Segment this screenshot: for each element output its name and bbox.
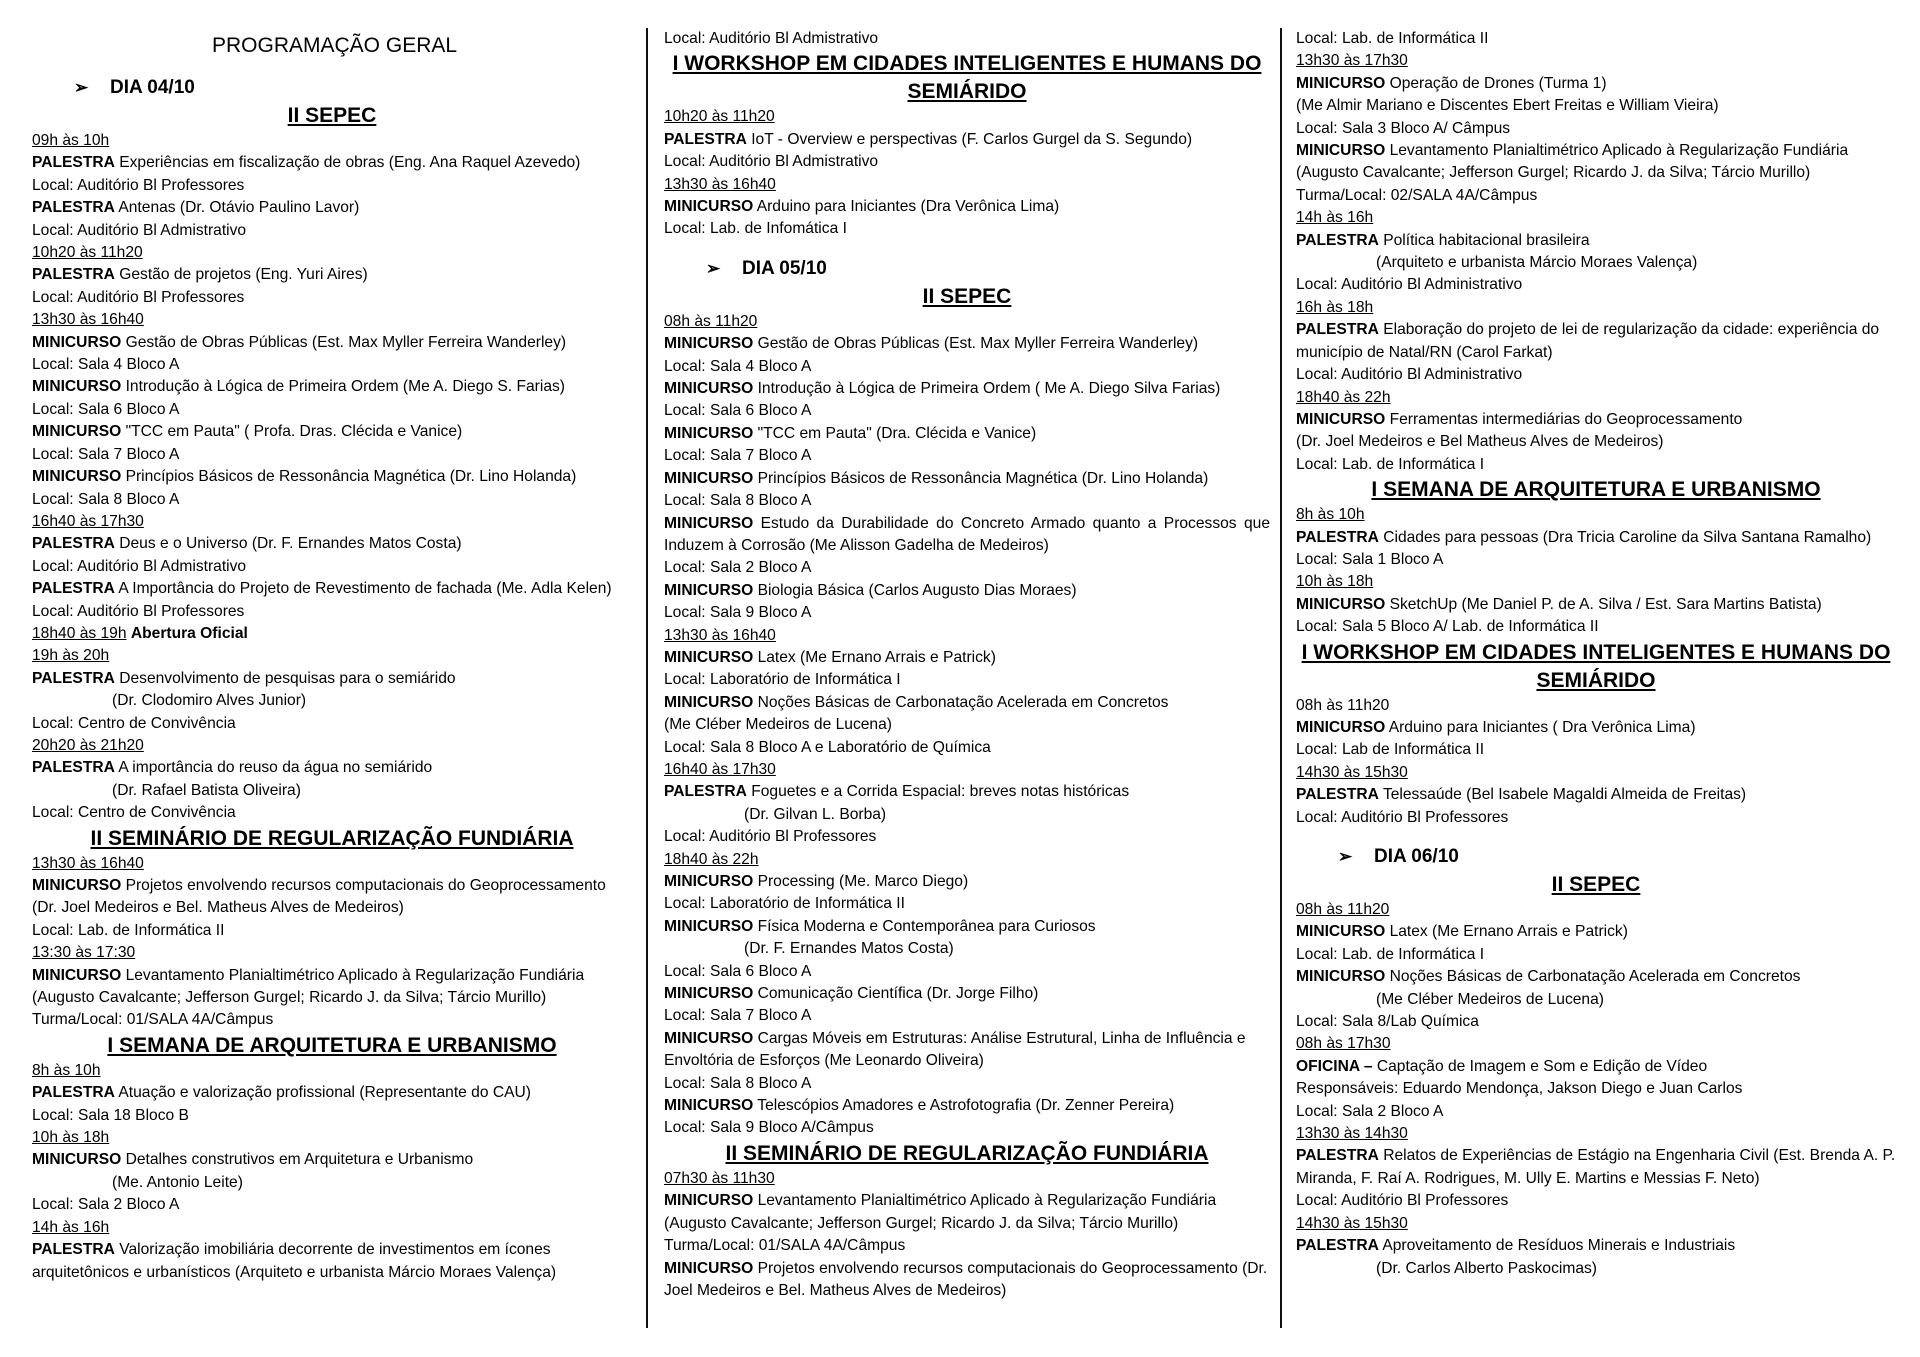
event-description: Deus e o Universo (Dr. F. Ernandes Matos Costa) — [114, 535, 462, 553]
event-item — [1296, 1056, 1896, 1078]
event-item — [32, 875, 632, 920]
event-item — [32, 1239, 632, 1284]
event-item — [664, 468, 1270, 490]
event-description: Princípios Básicos de Ressonância Magnética (Dr. Lino Holanda) — [121, 468, 577, 486]
info-line: Local: Laboratório de Informática II — [664, 895, 905, 913]
event-item — [32, 197, 632, 219]
section-heading: II SEPEC — [287, 104, 377, 127]
time-range: 13h30 às 16h40 — [32, 854, 144, 872]
time-range: 8h às 10h — [32, 1061, 101, 1079]
time-slot — [664, 625, 1270, 647]
event-item — [664, 580, 1270, 602]
event-description: Levantamento Planialtimétrico Aplicado à Regularização Fundiária (Augusto Cavalcante; Jefferson Gurgel; Ricardo J. da Silva; Tárcio Murillo) — [1296, 142, 1849, 182]
event-item — [32, 332, 632, 354]
event-item — [664, 423, 1270, 445]
time-slot — [1296, 899, 1896, 921]
event-type: MINICURSO — [664, 198, 754, 216]
event-type: MINICURSO — [32, 378, 122, 396]
time-range: 13h30 às 14h30 — [1296, 1125, 1408, 1143]
event-description: Noções Básicas de Carbonatação Acelerada em Concretos — [753, 693, 1169, 711]
event-type: MINICURSO — [664, 1192, 754, 1210]
info-line: Local: Centro de Convivência — [32, 714, 236, 732]
time-slot — [664, 174, 1270, 196]
event-description: Atuação e valorização profissional (Representante do CAU) — [114, 1084, 531, 1102]
day-heading — [1296, 843, 1896, 871]
speaker-line: (Arquiteto e urbanista Márcio Moraes Valença) — [1376, 254, 1698, 272]
time-slot — [32, 853, 632, 875]
event-item — [1296, 966, 1896, 988]
info-line: Local: Sala 18 Bloco B — [32, 1106, 189, 1124]
speaker-line: (Me Cléber Medeiros de Lucena) — [1376, 990, 1604, 1008]
info-line: Local: Lab. de Informática II — [32, 921, 225, 939]
event-type: PALESTRA — [32, 1241, 115, 1259]
event-description: Cidades para pessoas (Dra Tricia Caroline da Silva Santana Ramalho) — [1378, 528, 1872, 546]
speaker-line: (Dr. Gilvan L. Borba) — [744, 805, 887, 823]
event-item — [1296, 230, 1896, 252]
event-description: Introdução à Lógica de Primeira Ordem (Me A. Diego S. Farias) — [121, 378, 565, 396]
event-item — [32, 421, 632, 443]
info-line: Local: Auditório Bl Professores — [1296, 808, 1509, 826]
event-description: Elaboração do projeto de lei de regularização da cidade: experiência do município de Natal/RN (Carol Farkat) — [1296, 321, 1880, 361]
event-item — [664, 692, 1270, 714]
info-line: Local: Sala 7 Bloco A — [664, 447, 812, 465]
event-item — [32, 578, 632, 600]
info-line: Local: Sala 2 Bloco A — [32, 1196, 180, 1214]
time-slot — [664, 759, 1270, 781]
info-line: Local: Auditório Bl Admistrativo — [32, 557, 247, 575]
event-description: Comunicação Científica (Dr. Jorge Filho) — [753, 985, 1039, 1003]
event-label: Abertura Oficial — [130, 624, 248, 642]
event-type: MINICURSO — [1296, 923, 1386, 941]
event-description: Telessaúde (Bel Isabele Magaldi Almeida de Freitas) — [1378, 786, 1747, 804]
info-line: Local: Sala 4 Bloco A — [32, 356, 180, 374]
event-description: Levantamento Planialtimétrico Aplicado à Regularização Fundiária (Augusto Cavalcante; Jefferson Gurgel; Ricardo J. da Silva; Tárcio Murillo) — [32, 966, 585, 1007]
event-type: PALESTRA — [32, 580, 115, 598]
info-line: Local: Sala 2 Bloco A — [1296, 1102, 1444, 1120]
event-item — [1296, 1145, 1896, 1190]
event-type: MINICURSO — [664, 469, 754, 487]
event-description: IoT - Overview e perspectivas (F. Carlos Gurgel da S. Segundo) — [746, 130, 1193, 148]
info-line: Local: Sala 2 Bloco A — [664, 559, 812, 577]
event-description: Projetos envolvendo recursos computacionais do Geoprocessamento (Dr. Joel Medeiros e Bel. Matheus Alves de Medeiros) — [664, 1259, 1268, 1299]
event-type: MINICURSO — [664, 873, 754, 890]
event-type: MINICURSO — [1296, 410, 1386, 428]
event-type: MINICURSO — [1296, 142, 1386, 160]
info-line: Local: Sala 8 Bloco A — [664, 1074, 812, 1092]
event-description: Princípios Básicos de Ressonância Magnética (Dr. Lino Holanda) — [753, 469, 1209, 487]
event-type: MINICURSO — [1296, 718, 1386, 736]
event-description: A importância do reuso da água no semiárido — [114, 759, 433, 777]
time-range: 18h40 às 22h — [664, 850, 759, 868]
day-label: DIA 06/10 — [1374, 846, 1459, 867]
info-line: Local: Auditório Bl Admistrativo — [32, 221, 247, 239]
event-description: Operação de Drones (Turma 1) — [1385, 74, 1607, 92]
info-line: Local: Lab. de Informática II — [1296, 30, 1489, 47]
info-line: Local: Sala 7 Bloco A — [664, 1007, 812, 1025]
info-line: Local: Auditório Bl Professores — [32, 602, 245, 620]
event-type: MINICURSO — [664, 514, 754, 532]
event-description: "TCC em Pauta" ( Profa. Dras. Clécida e Vanice) — [121, 423, 463, 441]
time-range: 19h às 20h — [32, 647, 110, 665]
info-line: Turma/Local: 01/SALA 4A/Câmpus — [664, 1237, 906, 1255]
time-slot — [1296, 50, 1896, 72]
speaker-line: (Dr. F. Ernandes Matos Costa) — [744, 940, 954, 958]
event-type: MINICURSO — [32, 1151, 122, 1169]
event-type: PALESTRA — [32, 199, 115, 217]
schedule-column-2 — [664, 28, 1270, 1328]
event-type: MINICURSO — [664, 1029, 754, 1047]
event-item — [664, 1190, 1270, 1235]
column-divider — [1280, 28, 1282, 1328]
time-range: 10h20 às 11h20 — [32, 244, 143, 262]
event-description: Captação de Imagem e Som e Edição de Vídeo — [1372, 1057, 1708, 1075]
info-line: (Me Almir Mariano e Discentes Ebert Freitas e William Vieira) — [1296, 97, 1719, 115]
event-type: PALESTRA — [32, 535, 115, 553]
event-item — [32, 533, 632, 555]
speaker-line: (Dr. Clodomiro Alves Junior) — [112, 692, 307, 710]
info-line: Local: Auditório Bl Professores — [32, 176, 245, 194]
event-description: Experiências em fiscalização de obras (Eng. Ana Raquel Azevedo) — [114, 154, 581, 172]
time-range: 13:30 às 17:30 — [32, 944, 136, 962]
day-label: DIA 05/10 — [742, 257, 827, 279]
event-item — [664, 378, 1270, 400]
time-range: 10h às 18h — [1296, 573, 1374, 591]
event-type: PALESTRA — [1296, 786, 1379, 804]
event-item — [664, 1028, 1270, 1073]
time-range: 08h às 17h30 — [1296, 1035, 1391, 1053]
info-line: Local: Sala 1 Bloco A — [1296, 550, 1444, 568]
speaker-line: (Dr. Rafael Batista Oliveira) — [112, 781, 301, 799]
time-slot — [1296, 207, 1896, 229]
event-description: Detalhes construtivos em Arquitetura e Urbanismo — [121, 1151, 474, 1169]
time-range: 14h30 às 15h30 — [1296, 1214, 1408, 1232]
event-description: Política habitacional brasileira — [1378, 231, 1590, 249]
info-line: Local: Lab de Informática II — [1296, 741, 1485, 759]
event-description: Latex (Me Ernano Arrais e Patrick) — [753, 648, 996, 666]
event-description: Arduino para Iniciantes ( Dra Verônica Lima) — [1385, 718, 1696, 736]
event-type: PALESTRA — [32, 266, 115, 284]
time-range: 10h às 18h — [32, 1129, 110, 1147]
event-type: PALESTRA — [32, 669, 115, 687]
time-range: 13h30 às 16h40 — [664, 175, 776, 193]
time-slot — [32, 1127, 632, 1149]
info-line: Turma/Local: 01/SALA 4A/Câmpus — [32, 1011, 274, 1029]
time-range: 16h40 às 17h30 — [32, 512, 144, 530]
time-slot — [32, 1217, 632, 1239]
section-heading: I WORKSHOP EM CIDADES INTELIGENTES E HUMANS DO SEMIÁRIDO — [672, 52, 1262, 104]
event-type: PALESTRA — [1296, 321, 1379, 339]
event-type: PALESTRA — [32, 1084, 115, 1102]
event-item — [32, 466, 632, 488]
time-slot — [664, 1168, 1270, 1190]
speaker-line: (Dr. Carlos Alberto Paskocimas) — [1376, 1259, 1597, 1277]
event-item — [1296, 527, 1896, 549]
event-item — [664, 647, 1270, 669]
info-line: Local: Sala 5 Bloco A/ Lab. de Informática II — [1296, 618, 1599, 636]
info-line: Local: Auditório Bl Professores — [664, 828, 877, 846]
event-item — [32, 668, 632, 690]
time-slot — [1296, 762, 1896, 784]
info-line: Local: Sala 8 Bloco A — [32, 490, 180, 508]
event-description: Gestão de projetos (Eng. Yuri Aires) — [114, 266, 368, 284]
column-divider — [646, 28, 648, 1328]
time-range: 14h às 16h — [1296, 209, 1374, 227]
event-item — [32, 1149, 632, 1171]
day-heading — [32, 74, 632, 102]
event-description: Foguetes e a Corrida Espacial: breves notas históricas — [746, 783, 1130, 801]
event-type: MINICURSO — [1296, 595, 1386, 613]
event-description: Processing (Me. Marco Diego) — [753, 873, 969, 890]
time-slot — [32, 130, 632, 152]
time-slot — [32, 645, 632, 667]
event-item — [1296, 1235, 1896, 1257]
time-slot — [1296, 387, 1896, 409]
event-description: Projetos envolvendo recursos computacionais do Geoprocessamento (Dr. Joel Medeiros e Bel. Matheus Alves de Medeiros) — [32, 877, 606, 917]
info-line: Local: Laboratório de Informática I — [664, 671, 901, 689]
info-line: Responsáveis: Eduardo Mendonça, Jakson Diego e Juan Carlos — [1296, 1080, 1743, 1098]
info-line: Local: Lab. de Informática I — [1296, 455, 1485, 473]
info-line: Local: Auditório Bl Administrativo — [1296, 276, 1523, 294]
event-item — [32, 1082, 632, 1104]
event-description: Estudo da Durabilidade do Concreto Armado quanto a Processos que Induzem à Corrosão (Me Alisson Gadelha de Medeiros) — [664, 514, 1270, 554]
event-description: Latex (Me Ernano Arrais e Patrick) — [1385, 923, 1628, 941]
arrowhead-bullet-icon: ➢ — [74, 78, 89, 97]
info-line: Turma/Local: 02/SALA 4A/Câmpus — [1296, 186, 1538, 204]
event-type: MINICURSO — [32, 423, 122, 441]
page-title: PROGRAMAÇÃO GERAL — [212, 34, 458, 57]
event-item — [664, 983, 1270, 1005]
info-line: Local: Sala 9 Bloco A/Câmpus — [664, 1119, 874, 1137]
time-slot — [32, 1060, 632, 1082]
event-description: Física Moderna e Contemporânea para Curiosos — [753, 917, 1096, 935]
time-range: 16h às 18h — [1296, 298, 1374, 316]
section-heading: II SEMINÁRIO DE REGULARIZAÇÃO FUNDIÁRIA — [725, 1141, 1209, 1165]
info-line: Local: Sala 6 Bloco A — [664, 962, 812, 980]
time-slot — [32, 511, 632, 533]
event-item — [664, 871, 1270, 893]
event-item — [1296, 409, 1896, 431]
info-line: Local: Centro de Convivência — [32, 804, 236, 822]
event-item — [1296, 594, 1896, 616]
event-type: PALESTRA — [664, 783, 747, 801]
time-range: 18h40 às 19h — [32, 624, 127, 642]
event-type: OFICINA – — [1296, 1057, 1373, 1075]
event-item — [32, 264, 632, 286]
time-range: 09h às 10h — [32, 132, 110, 149]
time-slot — [1296, 571, 1896, 593]
time-range: 16h40 às 17h30 — [664, 760, 776, 778]
time-range: 07h30 às 11h30 — [664, 1169, 775, 1187]
time-slot — [32, 942, 632, 964]
event-description: "TCC em Pauta" (Dra. Clécida e Vanice) — [753, 424, 1037, 442]
event-type: PALESTRA — [1296, 1147, 1379, 1165]
time-slot — [32, 242, 632, 264]
event-description: Arduino para Iniciantes (Dra Verônica Lima) — [753, 198, 1060, 216]
event-type: MINICURSO — [664, 917, 754, 935]
time-range: 18h40 às 22h — [1296, 388, 1391, 406]
info-line: 08h às 11h20 — [1296, 696, 1390, 714]
event-type: MINICURSO — [32, 468, 122, 486]
event-description: Levantamento Planialtimétrico Aplicado à Regularização Fundiária (Augusto Cavalcante; Jefferson Gurgel; Ricardo J. da Silva; Tárcio Murillo) — [664, 1192, 1217, 1232]
event-item — [664, 1095, 1270, 1117]
time-range: 13h30 às 17h30 — [1296, 52, 1408, 70]
event-item — [1296, 921, 1896, 943]
event-type: MINICURSO — [664, 335, 754, 353]
event-type: PALESTRA — [32, 154, 115, 172]
section-heading: II SEMINÁRIO DE REGULARIZAÇÃO FUNDIÁRIA — [90, 826, 574, 850]
event-type: MINICURSO — [664, 648, 754, 666]
event-description: Desenvolvimento de pesquisas para o semiárido — [114, 669, 456, 687]
time-slot — [664, 311, 1270, 333]
time-slot — [1296, 1033, 1896, 1055]
info-line: Local: Sala 8 Bloco A — [664, 492, 812, 510]
event-item — [664, 513, 1270, 558]
event-type: PALESTRA — [664, 130, 747, 148]
event-description: Noções Básicas de Carbonatação Acelerada em Concretos — [1385, 968, 1801, 986]
time-range: 08h às 11h20 — [1296, 901, 1390, 918]
time-slot — [664, 106, 1270, 128]
info-line: Local: Sala 7 Bloco A — [32, 445, 180, 463]
event-item — [32, 376, 632, 398]
info-line: Local: Sala 6 Bloco A — [32, 400, 180, 418]
event-item — [664, 1258, 1270, 1303]
section-heading: I SEMANA DE ARQUITETURA E URBANISMO — [107, 1033, 557, 1057]
event-description: Gestão de Obras Públicas (Est. Max Myller Ferreira Wanderley) — [121, 333, 567, 351]
event-type: PALESTRA — [1296, 528, 1379, 546]
event-type: MINICURSO — [32, 877, 122, 894]
info-line: (Dr. Joel Medeiros e Bel Matheus Alves de Medeiros) — [1296, 433, 1664, 451]
day-label: DIA 04/10 — [110, 77, 195, 98]
event-item — [664, 781, 1270, 803]
event-type: MINICURSO — [664, 1097, 754, 1115]
time-range: 13h30 às 16h40 — [664, 626, 776, 644]
time-slot — [664, 849, 1270, 871]
event-item — [1296, 717, 1896, 739]
event-description: Cargas Móveis em Estruturas: Análise Estrutural, Linha de Influência e Envoltória de Esforços (Me Leonardo Oliveira) — [664, 1029, 1246, 1070]
arrowhead-bullet-icon: ➢ — [1338, 847, 1353, 866]
event-item — [664, 129, 1270, 151]
event-type: MINICURSO — [664, 693, 754, 711]
time-range: 13h30 às 16h40 — [32, 311, 144, 329]
info-line: Local: Auditório Bl Professores — [1296, 1192, 1509, 1210]
time-slot — [1296, 1123, 1896, 1145]
info-line: Local: Auditório Bl Admistrativo — [664, 153, 879, 171]
event-item — [1296, 784, 1896, 806]
event-description: Valorização imobiliária decorrente de investimentos em ícones arquitetônicos e urbanísticos (Arquiteto e urbanista Márcio Moraes Valença) — [32, 1241, 557, 1281]
time-range: 14h30 às 15h30 — [1296, 763, 1408, 781]
event-description: Antenas (Dr. Otávio Paulino Lavor) — [114, 199, 360, 217]
event-description: Telescópios Amadores e Astrofotografia (Dr. Zenner Pereira) — [753, 1097, 1175, 1115]
info-line: Local: Auditório Bl Professores — [32, 288, 245, 306]
info-line: Local: Auditório Bl Admistrativo — [664, 30, 879, 47]
info-line: Local: Sala 8 Bloco A e Laboratório de Química — [664, 738, 991, 756]
info-line: Local: Lab. de Infomática I — [664, 220, 847, 238]
time-range: 14h às 16h — [32, 1218, 110, 1236]
arrowhead-bullet-icon: ➢ — [706, 258, 721, 278]
schedule-column-3 — [1296, 28, 1896, 1328]
event-type: MINICURSO — [664, 985, 754, 1003]
time-slot — [32, 735, 632, 757]
event-item — [1296, 319, 1896, 364]
event-description: A Importância do Projeto de Revestimento de fachada (Me. Adla Kelen) — [114, 580, 612, 598]
event-item — [1296, 140, 1896, 185]
info-line: Local: Sala 6 Bloco A — [664, 402, 812, 420]
event-description: Aproveitamento de Resíduos Minerais e Industriais — [1378, 1237, 1736, 1255]
event-description: Biologia Básica (Carlos Augusto Dias Moraes) — [753, 581, 1077, 599]
event-type: MINICURSO — [32, 333, 122, 351]
event-type: PALESTRA — [32, 759, 115, 777]
event-item — [32, 965, 632, 1010]
section-heading: II SEPEC — [1551, 873, 1641, 896]
event-description: Ferramentas intermediárias do Geoprocessamento — [1385, 410, 1743, 428]
schedule-column-1 — [32, 28, 632, 1328]
time-slot — [1296, 297, 1896, 319]
time-range: 20h20 às 21h20 — [32, 736, 144, 754]
info-line: Local: Sala 4 Bloco A — [664, 357, 812, 375]
event-type: MINICURSO — [664, 424, 754, 442]
day-heading — [664, 255, 1270, 283]
event-item — [1296, 73, 1896, 95]
event-item — [32, 757, 632, 779]
info-line: Local: Lab. de Informática I — [1296, 945, 1485, 963]
time-range: 08h às 11h20 — [664, 312, 758, 330]
time-range: 8h às 10h — [1296, 506, 1365, 524]
time-slot — [32, 309, 632, 331]
info-line: (Me Cléber Medeiros de Lucena) — [664, 716, 892, 734]
event-description: SketchUp (Me Daniel P. de A. Silva / Est. Sara Martins Batista) — [1385, 595, 1822, 613]
info-line: Local: Sala 9 Bloco A — [664, 604, 812, 622]
event-description: Introdução à Lógica de Primeira Ordem ( Me A. Diego Silva Farias) — [753, 380, 1221, 398]
event-type: MINICURSO — [664, 581, 754, 599]
event-description: Relatos de Experiências de Estágio na Engenharia Civil (Est. Brenda A. P. Miranda, F. Raí A. Rodrigues, M. Ully E. Martins e Messias F. Neto) — [1296, 1147, 1896, 1187]
time-slot — [32, 623, 632, 645]
event-type: MINICURSO — [664, 380, 754, 398]
section-heading: I SEMANA DE ARQUITETURA E URBANISMO — [1371, 478, 1821, 502]
info-line: Local: Sala 8/Lab Química — [1296, 1013, 1479, 1031]
event-item — [664, 196, 1270, 218]
event-description: Gestão de Obras Públicas (Est. Max Myller Ferreira Wanderley) — [753, 335, 1199, 353]
event-type: MINICURSO — [32, 966, 122, 984]
time-range: 10h20 às 11h20 — [664, 108, 775, 126]
time-slot — [1296, 1213, 1896, 1235]
event-item — [32, 152, 632, 174]
section-heading: I WORKSHOP EM CIDADES INTELIGENTES E HUMANS DO SEMIÁRIDO — [1301, 640, 1891, 692]
event-item — [664, 333, 1270, 355]
event-type: PALESTRA — [1296, 231, 1379, 249]
section-heading: II SEPEC — [922, 284, 1012, 308]
time-slot — [1296, 504, 1896, 526]
info-line: Local: Auditório Bl Administrativo — [1296, 366, 1523, 384]
event-type: PALESTRA — [1296, 1237, 1379, 1255]
event-item — [664, 916, 1270, 938]
event-type: MINICURSO — [664, 1259, 754, 1277]
speaker-line: (Me. Antonio Leite) — [112, 1173, 243, 1191]
info-line: Local: Sala 3 Bloco A/ Câmpus — [1296, 119, 1511, 137]
event-type: MINICURSO — [1296, 968, 1386, 986]
event-type: MINICURSO — [1296, 74, 1386, 92]
